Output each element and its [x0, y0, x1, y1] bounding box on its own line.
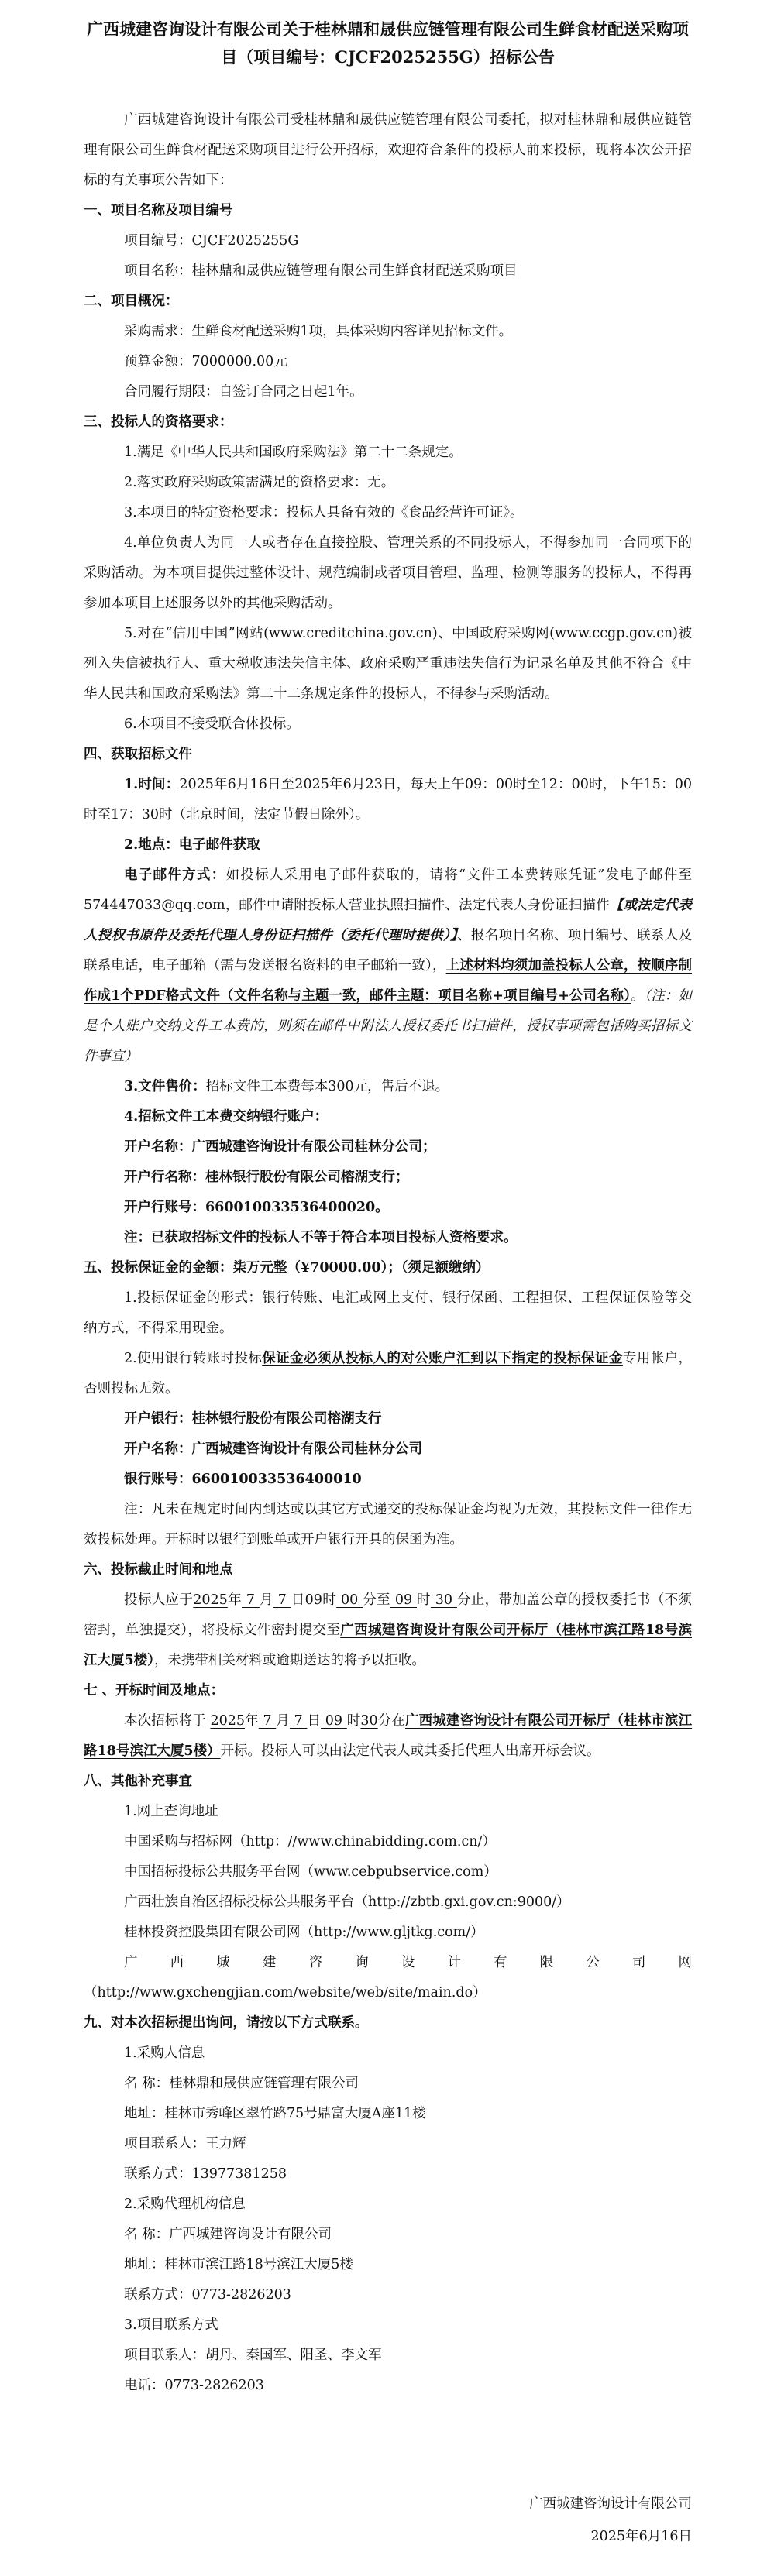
text-run: 2025	[193, 1592, 228, 1608]
text-run: 项目联系人：胡丹、秦国军、阳圣、李文军	[124, 2348, 382, 2363]
paragraph	[84, 1404, 692, 1434]
text-run: 5.对在“信用中国”网站(www.creditchina.gov.cn)、中国政府采购网(www.ccgp.gov.cn)被列入失信被执行人、重大税收违法失信主体、政府采购严重违法失信行为记录名单及其他不符合《中华人民共和国政府采购法》第二十二条规定条件的投标人，不得参与采购活动。	[84, 626, 692, 702]
document-title: 广西城建咨询设计有限公司关于桂林鼎和晟供应链管理有限公司生鲜食材配送采购项目（项目编号：CJCF2025255G）招标公告	[87, 19, 689, 67]
paragraph	[84, 2371, 692, 2401]
section-heading	[84, 1767, 692, 1797]
paragraph	[84, 1887, 692, 1918]
text-run: 一、项目名称及项目编号	[84, 203, 233, 218]
text-run: 联系方式：0773-2826203	[124, 2287, 291, 2303]
paragraph	[84, 709, 692, 740]
text-run: （注：如是个人账户交纳文件工本费的，则须在邮件中附法人授权委托书扫描件，授权事项需包括购买招标文件事宜）	[84, 988, 692, 1064]
text-run: 注：已获取招标文件的投标人不等于符合本项目投标人资格要求。	[124, 1230, 518, 1245]
text-run: 中国招标投标公共服务平台网（www.cebpubservice.com）	[124, 1864, 497, 1880]
text-run: 保证金必须从投标人的对公账户汇到以下指定的投标保证金	[262, 1351, 623, 1366]
section-heading	[84, 196, 692, 226]
paragraph	[84, 1283, 692, 1344]
paragraph	[84, 2038, 692, 2069]
text-run: 09	[390, 1592, 417, 1608]
section-heading	[84, 1676, 692, 1706]
text-run: 预算金额：7000000.00元	[124, 354, 287, 369]
text-run: 开户名称：广西城建咨询设计有限公司桂林分公司	[124, 1441, 422, 1457]
text-run: 开户行名称：桂林银行股份有限公司榕湖支行；	[124, 1170, 409, 1185]
text-run: 2.落实政府采购政策需满足的资格要求：无。	[124, 475, 395, 490]
text-run: 2.使用银行转账时投标	[124, 1351, 263, 1366]
text-run: 2.地点：	[124, 837, 179, 853]
document-body	[84, 105, 692, 2488]
text-run: 1.网上查询地址	[124, 1804, 218, 1819]
text-run: 招标文件工本费每本300元，售后不退。	[205, 1079, 449, 1094]
text-run: 八、其他补充事宜	[84, 1774, 192, 1789]
paragraph	[84, 317, 692, 347]
text-run: 地址：桂林市滨江路18号滨江大厦5楼	[124, 2257, 353, 2272]
text-run: 时	[346, 1713, 361, 1729]
paragraph	[84, 1465, 692, 1495]
text-run: 6.本项目不接受联合体投标。	[124, 716, 300, 732]
text-run: 九、对本次招标提出询问，请按以下方式联系。	[84, 2015, 369, 2031]
text-run: 1.采购人信息	[124, 2045, 205, 2061]
paragraph	[84, 2129, 692, 2159]
text-run: 2025	[210, 1713, 245, 1729]
paragraph	[84, 860, 692, 1072]
text-run: 月	[276, 1713, 290, 1729]
text-run: 项目名称：桂林鼎和晟供应链管理有限公司生鲜食材配送采购项目	[124, 263, 518, 279]
text-run: 3.项目联系方式	[124, 2317, 218, 2333]
paragraph	[84, 1344, 692, 1404]
text-run: 专用帐户，否则投标无效。	[84, 1351, 693, 1396]
text-run: 日09时	[291, 1592, 337, 1608]
text-run: 【或法定代表人授权书原件及委托代理人身份证扫描件（委托代理时提供）】	[84, 898, 693, 943]
text-run: 注：凡未在规定时间内到达或以其它方式递交的投标保证金均视为无效，其投标文件一律作无效投标处理。开标时以银行到账单或开户银行开具的保函为准。	[84, 1502, 692, 1547]
paragraph	[84, 770, 692, 830]
text-run: 开标。投标人可以由法定代表人或其委托代理人出席开标会议。	[220, 1743, 600, 1759]
paragraph	[84, 2250, 692, 2280]
paragraph	[84, 438, 692, 468]
text-run: 2025年6月16日至2025年6月23日	[179, 777, 397, 792]
paragraph	[84, 498, 692, 528]
text-run: 分至	[363, 1592, 390, 1608]
spacer	[84, 2401, 692, 2488]
text-run: 3.本项目的特定资格要求：投标人具备有效的《食品经营许可证》。	[124, 505, 524, 520]
text-run: ，每天上午09：00时至12：00时，下午15：00时至17：30时（北京时间，法定节假日除外）。	[84, 777, 692, 823]
section-heading	[84, 287, 692, 317]
text-run: 采购需求：生鲜食材配送采购1项，具体采购内容详见招标文件。	[124, 324, 513, 339]
paragraph	[84, 2310, 692, 2341]
paragraph	[84, 256, 692, 287]
text-run: 三、投标人的资格要求：	[84, 414, 233, 430]
text-run: 开户银行：桂林银行股份有限公司榕湖支行	[124, 1411, 382, 1427]
paragraph	[84, 1223, 692, 1253]
paragraph	[84, 1072, 692, 1102]
text-run: 。	[631, 988, 645, 1004]
paragraph	[84, 1706, 692, 1767]
paragraph	[84, 2220, 692, 2250]
paragraph	[84, 1102, 692, 1132]
document-footer	[84, 2488, 692, 2553]
section-heading	[84, 407, 692, 438]
text-run: 广西城建咨询设计有限公司受桂林鼎和晟供应链管理有限公司委托，拟对桂林鼎和晟供应链管理有限公司生鲜食材配送采购项目进行公开招标，欢迎符合条件的投标人前来投标，现将本次公开招标的有关事项公告如下：	[84, 112, 692, 188]
paragraph	[84, 619, 692, 709]
paragraph	[84, 1163, 692, 1193]
text-run: 1.满足《中华人民共和国政府采购法》第二十二条规定。	[124, 445, 463, 460]
text-run: 桂林投资控股集团有限公司网（http://www.gljtkg.com/）	[124, 1925, 484, 1940]
section-heading	[84, 2008, 692, 2038]
text-run: 3.文件售价：	[124, 1079, 206, 1094]
section-heading	[84, 1253, 692, 1283]
text-run: 分在	[377, 1713, 406, 1729]
text-run: 电话：0773-2826203	[124, 2378, 264, 2393]
paragraph	[84, 1918, 692, 1948]
paragraph	[84, 468, 692, 498]
text-run: 广西城建咨询设计有限公司开标厅（桂林市滨江路18号滨江大厦5楼）	[84, 1623, 692, 1668]
text-run: 月	[259, 1592, 273, 1608]
text-run: 二、项目概况：	[84, 294, 179, 309]
text-run: 1.时间：	[124, 777, 180, 792]
text-run: 2.采购代理机构信息	[124, 2196, 246, 2212]
text-run: 时	[417, 1592, 431, 1608]
text-run: 投标人应于	[124, 1592, 194, 1608]
text-run: 广西城建咨询设计有限公司开标厅（桂林市滨江路18号滨江大厦5楼）	[84, 1713, 693, 1759]
text-run: 上述材料均须加盖投标人公章，按顺序制作成1个PDF格式文件（文件名称与主题一致，邮件主题：项目名称+项目编号+公司名称）	[84, 958, 693, 1004]
text-run: 30	[360, 1713, 378, 1729]
text-run: 项目联系人：王力辉	[124, 2136, 246, 2152]
text-run: 年	[227, 1592, 242, 1608]
text-run: 7	[258, 1713, 277, 1729]
text-run: 四、获取招标文件	[84, 747, 192, 762]
text-run: 合同履行期限：自签订合同之日起1年。	[124, 384, 363, 400]
text-run: 联系方式：13977381258	[124, 2166, 287, 2182]
paragraph	[84, 1948, 692, 2008]
text-run: 年	[245, 1713, 259, 1729]
text-run: 中国采购与招标网（http：//www.chinabidding.com.cn/）	[124, 1834, 496, 1850]
paragraph	[84, 2069, 692, 2099]
text-run: 开户行账号：660010033536400020。	[124, 1200, 389, 1215]
paragraph	[84, 377, 692, 407]
text-run: 广西壮族自治区招标投标公共服务平台（http://zbtb.gxi.gov.cn:9000/）	[124, 1894, 570, 1910]
paragraph	[84, 2159, 692, 2190]
text-run: 电子邮件获取	[178, 837, 260, 853]
text-run: 7	[289, 1713, 308, 1729]
text-run: ，未携带相关材料或逾期送达的将予以拒收。	[153, 1653, 425, 1668]
paragraph	[84, 1827, 692, 1857]
paragraph	[84, 2099, 692, 2129]
text-run: 名 称：桂林鼎和晟供应链管理有限公司	[124, 2076, 359, 2091]
text-run: 4.招标文件工本费交纳银行账户：	[124, 1109, 329, 1125]
paragraph	[84, 2280, 692, 2310]
text-run: 如投标人采用电子邮件获取的，请将“文件工本费转账凭证”发电子邮件至574447033@qq.com，邮件中请附投标人营业执照扫描件、法定代表人身份证扫描件	[84, 867, 692, 913]
text-run: 7	[273, 1592, 291, 1608]
text-run: 30	[430, 1592, 457, 1608]
text-run: 7	[242, 1592, 260, 1608]
paragraph	[84, 528, 692, 619]
paragraph	[84, 105, 692, 196]
text-run: 项目编号：CJCF2025255G	[124, 233, 299, 249]
paragraph	[84, 830, 692, 860]
paragraph	[84, 1585, 692, 1676]
text-run: 、报名项目名称、项目编号、联系人及联系电话，电子邮箱（需与发送报名资料的电子邮箱一致），	[84, 928, 693, 974]
text-run: 4.单位负责人为同一人或者存在直接控股、管理关系的不同投标人，不得参加同一合同项下的采购活动。为本项目提供过整体设计、规范编制或者项目管理、监理、检测等服务的投标人，不得再参加本项目上述服务以外的其他采购活动。	[84, 535, 692, 611]
text-run: 00	[336, 1592, 363, 1608]
paragraph	[84, 1434, 692, 1465]
section-heading	[84, 1555, 692, 1585]
text-run: 银行账号：660010033536400010	[124, 1472, 362, 1487]
text-run: 五、投标保证金的金额：柒万元整（¥70000.00）；	[84, 1260, 401, 1276]
text-run: 日	[307, 1713, 322, 1729]
section-heading	[84, 740, 692, 770]
paragraph	[84, 1857, 692, 1887]
text-run: 六、投标截止时间和地点	[84, 1562, 233, 1578]
paragraph	[84, 2341, 692, 2371]
text-run: （须足额缴纳）	[401, 1260, 490, 1276]
paragraph	[84, 1495, 692, 1555]
text-run: 开户名称：广西城建咨询设计有限公司桂林分公司；	[124, 1139, 436, 1155]
text-run: 电子邮件方式：	[124, 867, 226, 883]
footer-company: 广西城建咨询设计有限公司	[529, 2496, 692, 2512]
text-run: 广西城建咨询设计有限公司网（http://www.gxchengjian.com/website/web/site/main.do）	[84, 1955, 692, 2001]
text-run: 1.投标保证金的形式：银行转账、电汇或网上支付、银行保函、工程担保、工程保证保险等交纳方式，不得采用现金。	[84, 1290, 692, 1336]
paragraph	[84, 226, 692, 256]
text-run: 分止，带加盖公章的授权委托书（不须密封，单独提交），将投标文件密封提交至	[84, 1592, 693, 1638]
paragraph	[84, 1193, 692, 1223]
paragraph	[84, 347, 692, 377]
text-run: 七 、开标时间及地点：	[84, 1683, 225, 1698]
text-run: 09	[321, 1713, 347, 1729]
paragraph	[84, 1132, 692, 1163]
text-run: 本次招标将于	[124, 1713, 211, 1729]
text-run: 名 称：广西城建咨询设计有限公司	[124, 2227, 332, 2242]
text-run: 地址：桂林市秀峰区翠竹路75号鼎富大厦A座11楼	[124, 2106, 426, 2121]
footer-date: 2025年6月16日	[590, 2529, 692, 2544]
paragraph	[84, 2190, 692, 2220]
paragraph	[84, 1797, 692, 1827]
